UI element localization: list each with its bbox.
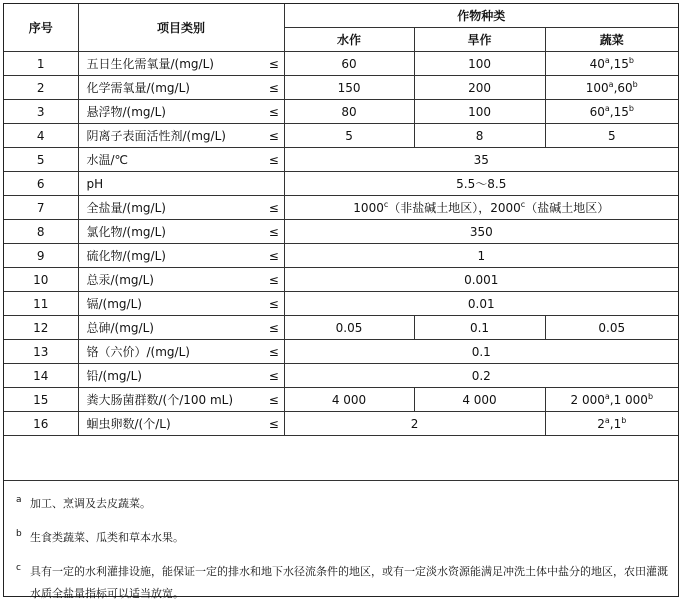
row-item: 硫化物/(mg/L) [78, 244, 264, 268]
value-water-dry: 2 [284, 412, 545, 436]
row-number: 5 [4, 148, 78, 172]
row-number: 16 [4, 412, 78, 436]
table-row [4, 124, 678, 148]
op-symbol: ≤ [264, 220, 284, 244]
row-number: 14 [4, 364, 78, 388]
header-row-1 [4, 4, 678, 28]
value-dry: 4 000 [414, 388, 545, 412]
op-symbol: ≤ [264, 124, 284, 148]
footnote-text: 具有一定的水利灌排设施，能保证一定的排水和地下水径流条件的地区，或有一定淡水资源能满足冲洗土体中盐分的地区，农田灌溉水质全盐量指标可以适当放宽。 [30, 565, 668, 600]
table-row [4, 172, 678, 196]
header-crop-type: 作物种类 [284, 4, 678, 28]
op-symbol: ≤ [264, 412, 284, 436]
op-symbol: ≤ [264, 268, 284, 292]
table-row [4, 100, 678, 124]
op-symbol: ≤ [264, 388, 284, 412]
footnote-mark: c [16, 563, 21, 573]
value-dry: 200 [414, 76, 545, 100]
table-row [4, 316, 678, 340]
row-item: 蛔虫卵数/(个/L) [78, 412, 264, 436]
footnotes [4, 480, 678, 605]
header-vegetable: 蔬菜 [545, 28, 678, 52]
footnote [4, 493, 678, 515]
row-item: 总汞/(mg/L) [78, 268, 264, 292]
value-all-crops: 1000$^c$（非盐碱土地区），2000$^c$（盐碱土地区） [284, 196, 678, 220]
table-row [4, 76, 678, 100]
standards-table-frame [3, 3, 679, 600]
row-item: 悬浮物/(mg/L) [78, 100, 264, 124]
row-number: 10 [4, 268, 78, 292]
table-row [4, 268, 678, 292]
value-vegetable: 60$^a$,15$^b$ [545, 100, 678, 124]
value-dry: 0.1 [414, 316, 545, 340]
row-number: 8 [4, 220, 78, 244]
value-all-crops: 350 [284, 220, 678, 244]
row-number: 13 [4, 340, 78, 364]
row-item: 铬（六价）/(mg/L) [78, 340, 264, 364]
row-item: 粪大肠菌群数/(个/100 mL) [78, 388, 264, 412]
header-dry-crop: 旱作 [414, 28, 545, 52]
row-item: 阴离子表面活性剂/(mg/L) [78, 124, 264, 148]
row-number: 6 [4, 172, 78, 196]
row-item: 氯化物/(mg/L) [78, 220, 264, 244]
value-dry: 8 [414, 124, 545, 148]
value-water: 5 [284, 124, 414, 148]
op-symbol: ≤ [264, 100, 284, 124]
row-number: 1 [4, 52, 78, 76]
row-item: 五日生化需氧量/(mg/L) [78, 52, 264, 76]
value-water: 150 [284, 76, 414, 100]
value-all-crops: 0.01 [284, 292, 678, 316]
row-item: 铅/(mg/L) [78, 364, 264, 388]
water-quality-table [4, 4, 678, 436]
op-symbol: ≤ [264, 196, 284, 220]
op-symbol: ≤ [264, 292, 284, 316]
row-number: 12 [4, 316, 78, 340]
op-symbol: ≤ [264, 76, 284, 100]
table-row [4, 388, 678, 412]
table-row [4, 148, 678, 172]
value-water: 80 [284, 100, 414, 124]
table-row [4, 340, 678, 364]
value-all-crops: 1 [284, 244, 678, 268]
op-symbol: ≤ [264, 316, 284, 340]
value-vegetable: 100$^a$,60$^b$ [545, 76, 678, 100]
value-dry: 100 [414, 100, 545, 124]
row-number: 2 [4, 76, 78, 100]
value-vegetable: 2$^a$,1$^b$ [545, 412, 678, 436]
row-item: 水温/℃ [78, 148, 264, 172]
value-vegetable: 40$^a$,15$^b$ [545, 52, 678, 76]
row-item: 镉/(mg/L) [78, 292, 264, 316]
header-seq: 序号 [4, 4, 78, 52]
row-number: 3 [4, 100, 78, 124]
table-row [4, 412, 678, 436]
op-symbol: ≤ [264, 244, 284, 268]
footnote-text: 生食类蔬菜、瓜类和草本水果。 [30, 531, 184, 544]
value-water: 0.05 [284, 316, 414, 340]
table-row [4, 220, 678, 244]
row-number: 4 [4, 124, 78, 148]
op-symbol: ≤ [264, 148, 284, 172]
header-item: 项目类别 [78, 4, 284, 52]
value-all-crops: 35 [284, 148, 678, 172]
op-symbol: ≤ [264, 364, 284, 388]
footnote [4, 527, 678, 549]
header-water-crop: 水作 [284, 28, 414, 52]
value-water: 60 [284, 52, 414, 76]
value-all-crops: 0.1 [284, 340, 678, 364]
row-item: 总砷/(mg/L) [78, 316, 264, 340]
row-item: pH [78, 172, 284, 196]
row-number: 9 [4, 244, 78, 268]
table-row [4, 364, 678, 388]
footnote-mark: b [16, 529, 22, 539]
value-dry: 100 [414, 52, 545, 76]
footnote [4, 561, 678, 605]
row-number: 15 [4, 388, 78, 412]
table-row [4, 52, 678, 76]
row-number: 11 [4, 292, 78, 316]
table-row [4, 196, 678, 220]
table-row [4, 292, 678, 316]
value-vegetable: 0.05 [545, 316, 678, 340]
row-item: 全盐量/(mg/L) [78, 196, 264, 220]
footnote-text: 加工、烹调及去皮蔬菜。 [30, 497, 151, 510]
row-number: 7 [4, 196, 78, 220]
row-item: 化学需氧量/(mg/L) [78, 76, 264, 100]
op-symbol: ≤ [264, 340, 284, 364]
table-row [4, 244, 678, 268]
value-all-crops: 0.001 [284, 268, 678, 292]
value-water: 4 000 [284, 388, 414, 412]
op-symbol: ≤ [264, 52, 284, 76]
value-all-crops: 0.2 [284, 364, 678, 388]
value-all-crops: 5.5～8.5 [284, 172, 678, 196]
footnote-mark: a [16, 495, 22, 505]
value-vegetable: 2 000$^a$,1 000$^b$ [545, 388, 678, 412]
value-vegetable: 5 [545, 124, 678, 148]
